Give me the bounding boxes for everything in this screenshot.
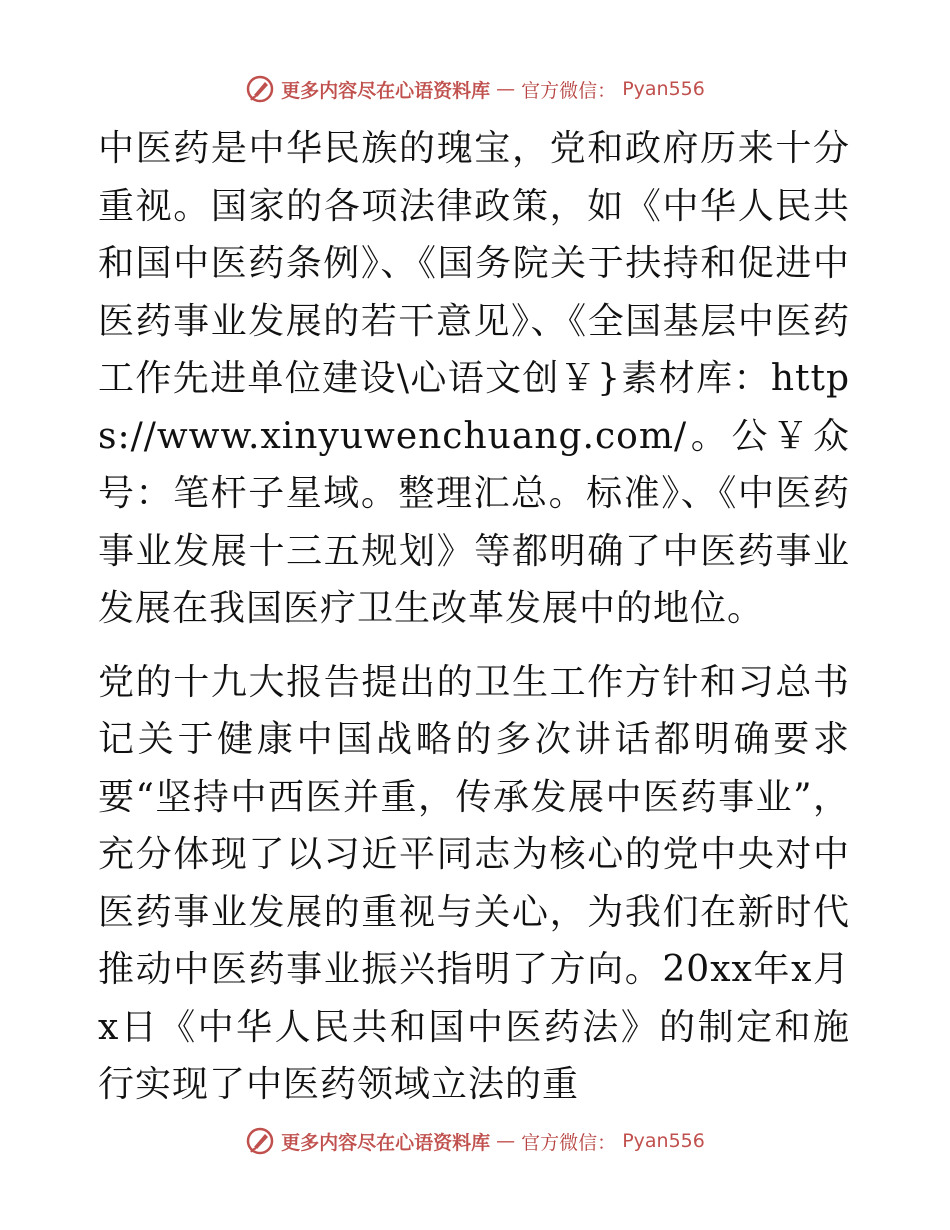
watermark-main-text: 更多内容尽在心语资料库	[281, 79, 491, 102]
watermark-separator: —	[496, 78, 516, 100]
watermark-label: 官方微信：	[521, 79, 617, 102]
paragraph-2: 党的十九大报告提出的卫生工作方针和习总书记关于健康中国战略的多次讲话都明确要求要“坚持中西医并重，传承发展中医药事业”，充分体现了以习近平同志为核心的党中央对中医药事业发展的重视与关心，为我们在新时代推动中医药事业振兴指明了方向。20xx年x月x日《中华人民共和国中医药法》的制定和施行实现了中医药领域立法的重	[98, 661, 850, 1105]
brush-logo-icon	[245, 74, 275, 104]
watermark-wechat-id: Pyan556	[622, 1130, 705, 1152]
header-watermark	[0, 74, 950, 104]
document-body	[98, 120, 850, 1114]
footer-watermark	[0, 1126, 950, 1156]
brush-logo-icon	[245, 1126, 275, 1156]
watermark-separator: —	[496, 1130, 516, 1152]
watermark-label: 官方微信：	[521, 1131, 617, 1154]
watermark-main-text: 更多内容尽在心语资料库	[281, 1131, 491, 1154]
watermark-wechat-id: Pyan556	[622, 78, 705, 100]
paragraph-1: 中医药是中华民族的瑰宝，党和政府历来十分重视。国家的各项法律政策，如《中华人民共和国中医药条例》、《国务院关于扶持和促进中医药事业发展的若干意见》、《全国基层中医药工作先进单位建设\心语文创￥}素材库：https://www.xinyuwenchuang.com/。公￥众号：笔杆子星域。整理汇总。标准》、《中医药事业发展十三五规划》等都明确了中医药事业发展在我国医疗卫生改革发展中的地位。	[98, 128, 850, 629]
